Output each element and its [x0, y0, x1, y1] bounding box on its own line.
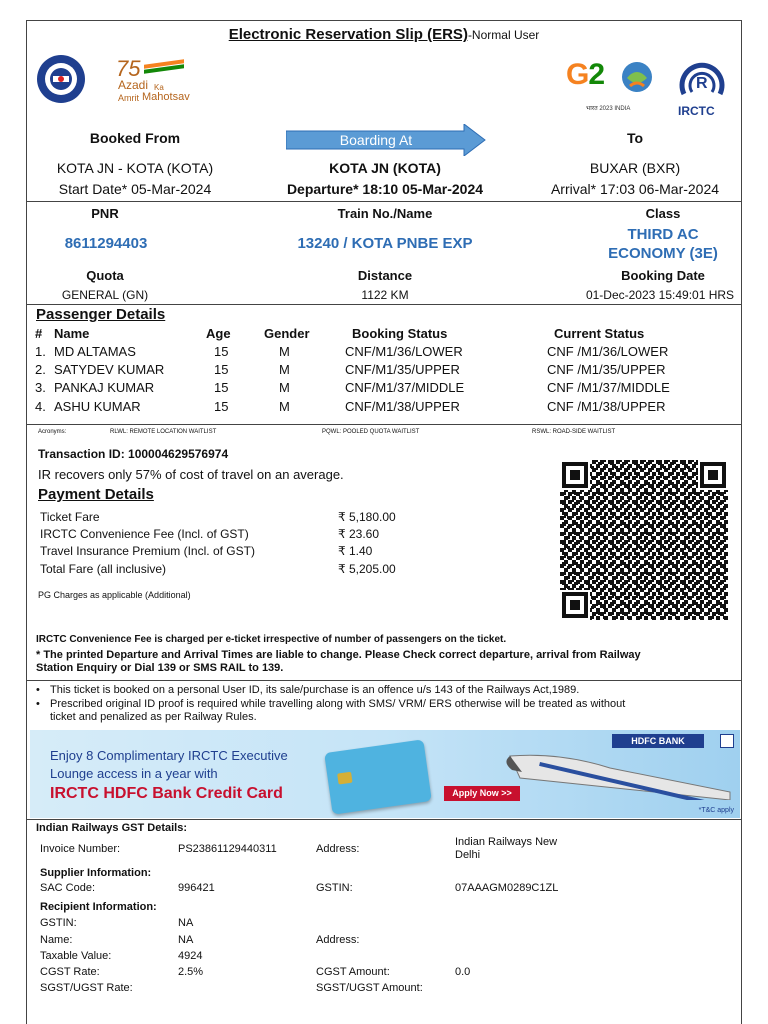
passenger-age: 15 — [214, 344, 229, 359]
col-number: # — [35, 326, 43, 341]
col-booking-status: Booking Status — [352, 326, 448, 341]
train-value: 13240 / KOTA PNBE EXP — [297, 235, 473, 252]
g20-logo: G2 भारत 2023 INDIA — [564, 58, 660, 118]
sac-label: SAC Code: — [40, 882, 96, 894]
svg-text:R: R — [696, 75, 708, 92]
passenger-current-status: CNF /M1/36/LOWER — [547, 344, 669, 359]
acronyms-label: Acronyms: — [38, 429, 67, 435]
passenger-booking-status: CNF/M1/36/LOWER — [345, 344, 463, 359]
passenger-booking-status: CNF/M1/35/UPPER — [345, 362, 460, 377]
passenger-gender: M — [279, 399, 290, 414]
passenger-current-status: CNF /M1/37/MIDDLE — [547, 380, 670, 395]
recipient-name-label: Name: — [40, 934, 73, 946]
cgst-amount-value: 0.0 — [455, 966, 471, 978]
recipient-gstin-label: GSTIN: — [40, 917, 77, 929]
pnr-label: PNR — [91, 206, 119, 221]
passenger-gender: M — [279, 344, 290, 359]
divider — [26, 201, 742, 202]
from-station: KOTA JN - KOTA (KOTA) — [56, 160, 214, 176]
booked-from-label: Booked From — [89, 130, 181, 146]
sgst-rate-label: SGST/UGST Rate: — [40, 982, 133, 994]
hdfc-ad-banner[interactable] — [30, 730, 740, 818]
passenger-number: 3. — [35, 380, 46, 395]
passenger-number: 2. — [35, 362, 46, 377]
transaction-id: Transaction ID: 100004629576974 — [38, 447, 229, 461]
train-image — [500, 748, 740, 800]
passenger-row — [35, 399, 735, 417]
divider — [26, 819, 742, 820]
gst-title: Indian Railways GST Details: — [36, 822, 187, 834]
quota-value: GENERAL (GN) — [61, 288, 149, 302]
distance-value: 1122 KM — [361, 288, 409, 302]
azadi-75: 75 — [116, 56, 141, 81]
cgst-rate-label: CGST Rate: — [40, 966, 100, 978]
passenger-details-title: Passenger Details — [36, 306, 166, 323]
id-note-2: • Prescribed original ID proof is required while travelling along with SMS/ VRM/ ERS otherwise will be treated as without — [50, 698, 625, 710]
address-line1: Indian Railways New — [455, 836, 558, 848]
passenger-age: 15 — [214, 399, 229, 414]
col-current-status: Current Status — [554, 326, 645, 341]
divider — [26, 424, 742, 425]
distance-label: Distance — [357, 268, 413, 283]
passenger-booking-status: CNF/M1/38/UPPER — [345, 399, 460, 414]
class-value-line1: THIRD AC — [627, 226, 699, 243]
azadi-ka-amrit-mahotsav-logo — [114, 56, 204, 106]
irctc-mini-logo — [720, 734, 734, 748]
sgst-amount-label: SGST/UGST Amount: — [316, 982, 423, 994]
id-note-1: • This ticket is booked on a personal User ID, its sale/purchase is an offence u/s 143 of the Railways Act,1989. — [50, 684, 579, 696]
passenger-name: SATYDEV KUMAR — [54, 362, 165, 377]
ad-line-2: Lounge access in a year with — [50, 766, 218, 781]
col-gender: Gender — [264, 326, 310, 341]
divider — [26, 680, 742, 681]
passenger-name: PANKAJ KUMAR — [54, 380, 155, 395]
supplier-info-label: Supplier Information: — [40, 867, 152, 879]
passenger-name: ASHU KUMAR — [54, 399, 141, 414]
to-label: To — [626, 130, 644, 146]
ad-line-1: Enjoy 8 Complimentary IRCTC Executive — [50, 748, 288, 763]
class-label: Class — [645, 206, 681, 221]
sac-value: 996421 — [178, 882, 215, 894]
booking-date-label: Booking Date — [621, 268, 705, 283]
gstin-value: 07AAAGM0289C1ZL — [455, 882, 559, 894]
to-station: BUXAR (BXR) — [589, 160, 681, 176]
passenger-number: 1. — [35, 344, 46, 359]
boarding-station: KOTA JN (KOTA) — [329, 160, 441, 176]
boarding-arrow — [286, 124, 486, 156]
start-date: Start Date* 05-Mar-2024 — [58, 181, 212, 197]
passenger-age: 15 — [214, 380, 229, 395]
divider — [26, 304, 742, 305]
acronym-rswl: RSWL: ROAD-SIDE WAITLIST — [532, 429, 616, 435]
total-fare-label: Total Fare (all inclusive) — [40, 562, 167, 576]
payment-details-title: Payment Details — [38, 486, 154, 503]
col-age: Age — [206, 326, 231, 341]
indian-railways-logo — [36, 54, 86, 104]
train-label: Train No./Name — [337, 206, 433, 221]
ticket-fare-value: ₹ 5,180.00 — [338, 510, 396, 524]
address-label: Address: — [316, 843, 360, 855]
passenger-table-header — [35, 326, 735, 344]
total-fare-value: ₹ 5,205.00 — [338, 562, 396, 576]
azadi-line1: Azadi — [118, 78, 149, 92]
recipient-gstin-value: NA — [178, 917, 194, 929]
convenience-fee-note: IRCTC Convenience Fee is charged per e-ticket irrespective of number of passengers on the ticket. — [36, 634, 507, 645]
passenger-gender: M — [279, 380, 290, 395]
irctc-logo — [672, 58, 732, 120]
qr-code — [560, 460, 728, 620]
passenger-gender: M — [279, 362, 290, 377]
ers-subtitle: -Normal User — [467, 28, 540, 42]
ir-recovers-note: IR recovers only 57% of cost of travel on an average. — [38, 467, 344, 482]
ad-line-3: IRCTC HDFC Bank Credit Card — [50, 785, 283, 802]
timing-note-line2: Station Enquiry or Dial 139 or SMS RAIL to 139. — [36, 662, 284, 674]
passenger-number: 4. — [35, 399, 46, 414]
taxable-value: 4924 — [178, 950, 203, 962]
invoice-label: Invoice Number: — [40, 843, 121, 855]
recipient-info-label: Recipient Information: — [40, 901, 157, 913]
booking-date-value: 01-Dec-2023 15:49:01 HRS — [585, 288, 735, 302]
col-name: Name — [54, 326, 90, 341]
page-title — [0, 26, 768, 43]
cgst-rate-value: 2.5% — [178, 966, 204, 978]
insurance-label: Travel Insurance Premium (Incl. of GST) — [40, 544, 255, 558]
convenience-fee-label: IRCTC Convenience Fee (Incl. of GST) — [40, 527, 249, 541]
invoice-value: PS23861129440311 — [178, 843, 277, 855]
credit-card-image — [324, 739, 432, 814]
ad-tc-note: *T&C apply — [698, 807, 734, 814]
convenience-fee-value: ₹ 23.60 — [338, 527, 379, 541]
passenger-current-status: CNF /M1/38/UPPER — [547, 399, 666, 414]
address-line2: Delhi — [455, 849, 481, 861]
gstin-label: GSTIN: — [316, 882, 353, 894]
acronym-pqwl: PQWL: POOLED QUOTA WAITLIST — [322, 429, 420, 435]
taxable-value-label: Taxable Value: — [40, 950, 112, 962]
irctc-logo-text: IRCTC — [678, 104, 715, 118]
boarding-at-label: Boarding At — [339, 132, 413, 148]
hdfc-bank-logo: HDFC BANK — [612, 734, 704, 748]
pg-charges-note: PG Charges as applicable (Additional) — [38, 590, 191, 600]
arrival-time: Arrival* 17:03 06-Mar-2024 — [550, 181, 720, 197]
acronym-rlwl: RLWL: REMOTE LOCATION WAITLIST — [110, 429, 217, 435]
passenger-current-status: CNF /M1/35/UPPER — [547, 362, 666, 377]
azadi-mahotsav: Mahotsav — [142, 91, 190, 103]
pnr-value: 8611294403 — [64, 235, 148, 252]
ticket-fare-label: Ticket Fare — [40, 510, 100, 524]
ers-title: Electronic Reservation Slip (ERS) — [228, 26, 468, 43]
passenger-row — [35, 344, 735, 362]
passenger-name: MD ALTAMAS — [54, 344, 136, 359]
recipient-name-value: NA — [178, 934, 194, 946]
passenger-age: 15 — [214, 362, 229, 377]
quota-label: Quota — [86, 268, 124, 283]
id-note-2-cont: ticket and penalized as per Railway Rules. — [50, 711, 257, 723]
class-value-line2: ECONOMY (3E) — [608, 245, 718, 262]
azadi-amrit: Amrit — [118, 93, 139, 103]
insurance-value: ₹ 1.40 — [338, 544, 373, 558]
passenger-row — [35, 380, 735, 398]
passenger-booking-status: CNF/M1/37/MIDDLE — [345, 380, 465, 395]
recipient-address-label: Address: — [316, 934, 360, 946]
departure-time: Departure* 18:10 05-Mar-2024 — [286, 181, 484, 197]
timing-note-line1: * The printed Departure and Arrival Times are liable to change. Please Check correct departure, arrival from Railway — [36, 649, 641, 661]
passenger-row — [35, 362, 735, 380]
g20-subtitle: भारत 2023 INDIA — [586, 106, 631, 112]
apply-now-button[interactable]: Apply Now >> — [444, 786, 520, 801]
cgst-amount-label: CGST Amount: — [316, 966, 390, 978]
azadi-ka: Ka — [154, 83, 164, 92]
